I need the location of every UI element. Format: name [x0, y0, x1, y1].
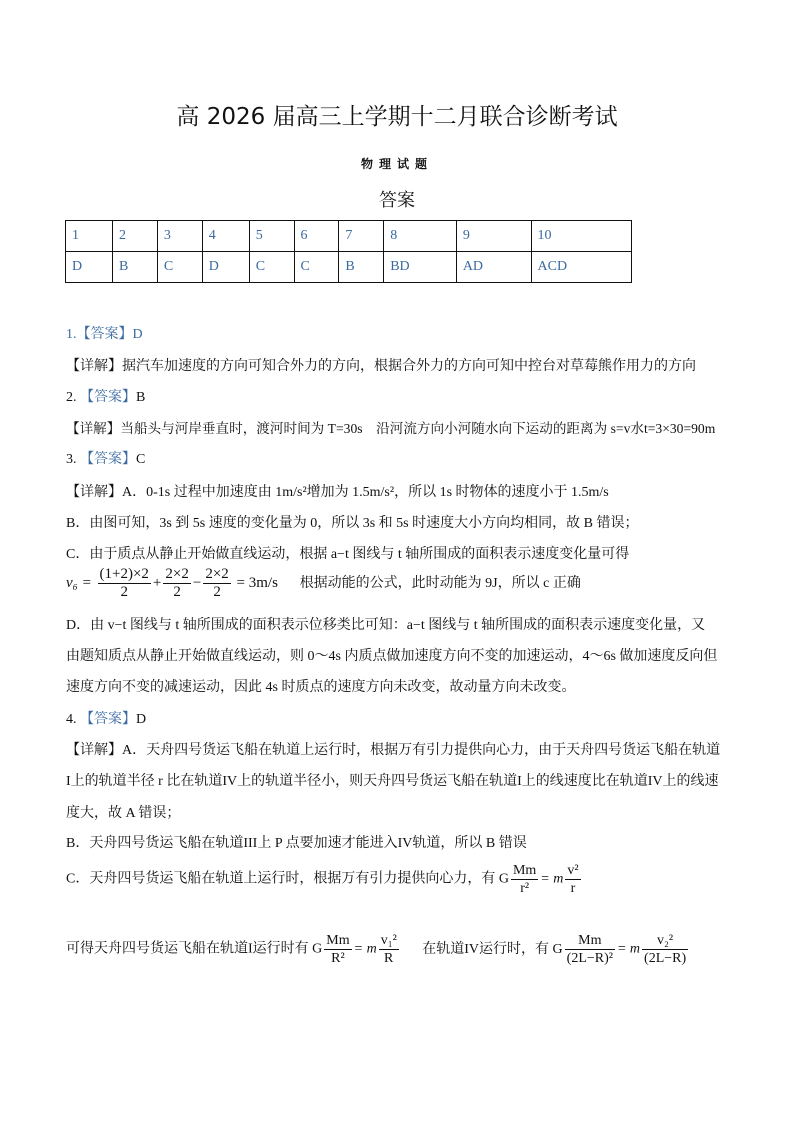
fraction [379, 932, 399, 967]
q4-detail-a1: 【详解】A．天舟四号货运飞船在轨道上运行时，根据万有引力提供向心力，由于天舟四号货运飞船在轨道 [66, 743, 721, 758]
q4-detail-a2: I上的轨道半径 r 比在轨道IV上的轨道半径小，则天舟四号货运飞船在轨道I上的线速度比在轨道IV上的线速 [66, 774, 719, 789]
question-number-cell: 2 [113, 221, 158, 252]
q3-detail-a: 【详解】A．0-1s 过程中加速度由 1m/s²增加为 1.5m/s²，所以 1s 时物体的速度小于 1.5m/s [66, 485, 609, 500]
answer-cell: C [157, 252, 202, 283]
fraction [642, 932, 688, 967]
formula-lhs: v₆ = [66, 574, 92, 591]
denominator: 2 [120, 584, 128, 600]
answer-value: D [136, 712, 147, 727]
q3-detail-d3: 速度方向不变的减速运动，因此 4s 时质点的速度方向未改变，故动量方向未改变。 [66, 680, 576, 695]
formula-tail: 根据动能的公式，此时动能为 9J，所以 c 正确 [299, 575, 581, 591]
q1-answer [66, 323, 143, 343]
q3-formula: v₆ = $\frac{(1+2)\times 2}{2}$ + $\frac{2\times 2}{2}$ − $\frac{2\times 2}{2}$ = 3m/s 根据动能的公式，此时动能为 9J，所以 c 正确 [66, 566, 581, 600]
q4-detail-e [66, 932, 690, 967]
answer-tag: 【答案】 [80, 452, 136, 467]
question-number-cell: 3 [157, 221, 202, 252]
answer-value: D [132, 327, 143, 342]
table-row-answers [66, 252, 632, 283]
table-row-numbers [66, 221, 632, 252]
denominator: 2 [213, 584, 221, 600]
question-number-cell: 5 [249, 221, 294, 252]
q2-detail: 【详解】当船头与河岸垂直时，渡河时间为 T=30s 沿河流方向小河随水向下运动的距离为 s=v水t=3×30=90m [66, 421, 716, 436]
fraction [324, 932, 351, 967]
fraction [163, 566, 190, 601]
denominator: r² [520, 881, 530, 896]
document-title: 高 2026 届高三上学期十二月联合诊断考试 [176, 104, 618, 130]
denominator: (2L−R) [644, 951, 687, 966]
answer-cell: AD [456, 252, 531, 283]
q3-detail-b: B．由图可知，3s 到 5s 速度的变化量为 0，所以 3s 和 5s 时速度大小方向均相同，故 B 错误； [66, 516, 639, 531]
q-number: 1. [66, 327, 77, 342]
numerator: v₂² [642, 932, 688, 950]
answer-heading: 答案 [379, 190, 415, 211]
numerator: 2×2 [205, 566, 229, 582]
equals: = m [616, 941, 641, 957]
line-text: 在轨道IV运行时，有 G [422, 941, 563, 957]
denominator: r [570, 881, 576, 896]
fraction [98, 566, 151, 601]
denominator: R [384, 951, 394, 966]
q-number: 4. [66, 712, 80, 727]
answer-tag: 【答案】 [80, 390, 136, 405]
line-text: C．天舟四号货运飞船在轨道上运行时，根据万有引力提供向心力，有 G [66, 871, 509, 887]
fraction [511, 862, 538, 897]
answer-tag: 【答案】 [80, 712, 136, 727]
answer-cell: ACD [531, 252, 631, 283]
q1-detail: 【详解】据汽车加速度的方向可知合外力的方向，根据合外力的方向可知中控台对草莓熊作用力的方向 [66, 359, 696, 374]
question-number-cell: 6 [294, 221, 339, 252]
numerator: Mm [565, 932, 615, 950]
line-text: 可得天舟四号货运飞船在轨道I运行时有 G [66, 941, 323, 957]
formula-result: = 3m/s [236, 574, 278, 591]
question-number-cell: 8 [384, 221, 457, 252]
answer-cell: D [66, 252, 113, 283]
fraction [565, 932, 615, 967]
answer-value: C [136, 452, 146, 467]
answer-cell: B [339, 252, 384, 283]
q-number: 3. [66, 452, 80, 467]
q3-detail-c: C．由于质点从静止开始做直线运动，根据 a−t 图线与 t 轴所围成的面积表示速度变化量可得 [66, 547, 630, 562]
equals: = m [353, 941, 377, 957]
answer-value: B [136, 390, 146, 405]
question-number-cell: 7 [339, 221, 384, 252]
numerator: Mm [326, 933, 350, 948]
answer-cell: B [113, 252, 158, 283]
numerator: 2×2 [165, 566, 189, 582]
answer-cell: D [202, 252, 249, 283]
numerator: (1+2)×2 [99, 566, 149, 582]
answer-cell: C [294, 252, 339, 283]
equals: = m [540, 871, 564, 887]
q3-detail-d1: D．由 v−t 图线与 t 轴所围成的面积表示位移类比可知：a−t 图线与 t 轴所围成的面积表示速度变化量，又 [66, 618, 706, 633]
question-number-cell: 9 [456, 221, 531, 252]
q4-detail-c [66, 862, 583, 897]
denominator: 2 [173, 584, 181, 600]
denominator: (2L−R)² [566, 951, 613, 966]
question-number-cell: 1 [66, 221, 113, 252]
numerator: v₁² [380, 933, 397, 948]
q3-answer [66, 448, 145, 468]
denominator: R² [331, 951, 345, 966]
answer-table [65, 220, 632, 283]
q4-answer [66, 708, 146, 728]
subject-label: 物理试题 [360, 157, 433, 171]
answer-tag: 【答案】 [76, 327, 133, 342]
fraction [565, 862, 580, 897]
q-number: 2. [66, 390, 80, 405]
question-number-cell: 4 [202, 221, 249, 252]
q4-detail-a3: 度大，故 A 错误； [66, 806, 181, 821]
numerator: v² [567, 863, 579, 878]
q2-answer [66, 386, 145, 406]
q4-detail-b: B．天舟四号货运飞船在轨道III上 P 点要加速才能进入IV轨道，所以 B 错误 [66, 836, 527, 851]
answer-cell: BD [384, 252, 457, 283]
q3-detail-d2: 由题知质点从静止开始做直线运动，则 0～4s 内质点做加速度方向不变的加速运动，4～6s 做加速度反向但 [66, 649, 718, 664]
fraction [203, 566, 230, 601]
question-number-cell: 10 [531, 221, 631, 252]
numerator: Mm [512, 863, 537, 878]
answer-cell: C [249, 252, 294, 283]
